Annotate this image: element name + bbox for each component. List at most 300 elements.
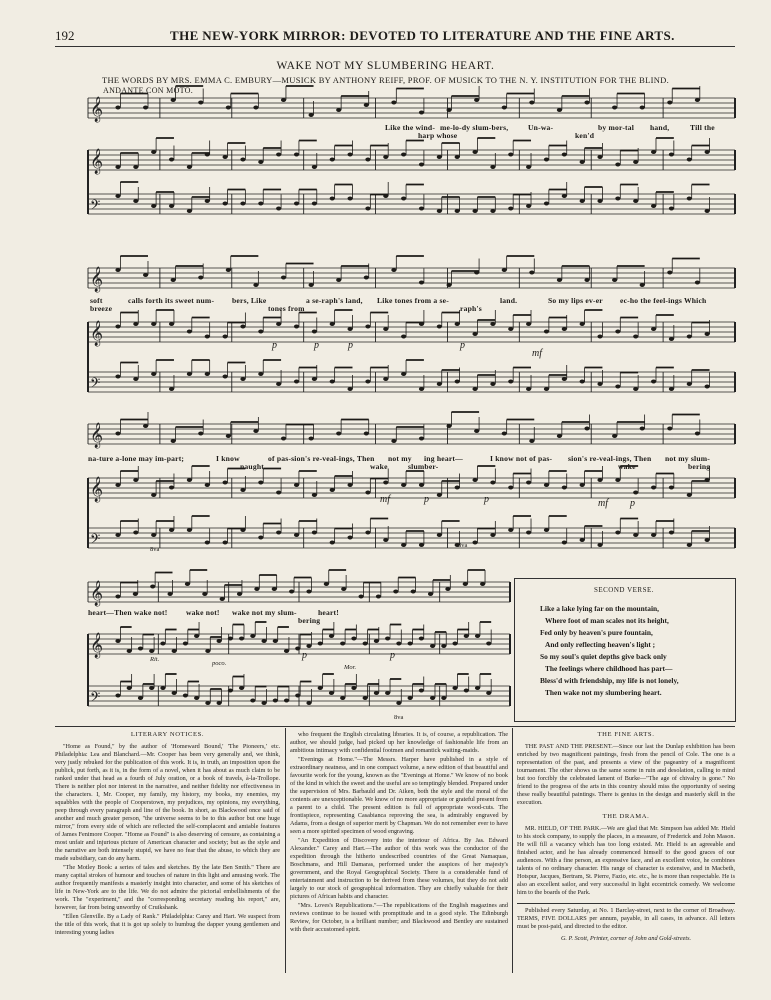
lyric: hand, [650, 123, 670, 132]
note-head [115, 106, 120, 110]
note-head [452, 642, 457, 646]
note-head [330, 158, 335, 162]
note-head [237, 592, 242, 596]
note-head [651, 150, 656, 154]
dynamic-mark: p [390, 650, 395, 661]
note-head [143, 273, 148, 277]
note-head [217, 701, 222, 705]
lyric: ken'd [575, 131, 595, 140]
note-head [306, 590, 311, 594]
note-head [133, 377, 138, 381]
ottava-mark: 8va [394, 714, 404, 721]
note-head [276, 322, 281, 326]
drama-heading: THE DRAMA. [602, 813, 650, 820]
printer-credit: G. P. Scott, Printer, corner of John and Gold-streets. [560, 935, 692, 942]
note-head [383, 481, 388, 485]
note-head [115, 268, 120, 272]
note-head [472, 150, 477, 154]
treble-clef: 𝄞 [90, 423, 104, 448]
article-paragraph: "An Expedition of Discovery into the interiour of Africa. By Jas. Edward Alexander." Carey and Hart.—The author of this work was the conductor of the expedition through the hitherto undescribed countries of the Great Namaquas, Boschmans, and Hill Damaras, performed under the auspices of her majesty's government, and the Royal Geographical Society. There is a considerable fund of entertainment and instruction to be derived from these volumes, but they do not add largely to our stock of geographical information. They are chiefly valuable for their pictures of African habits and character. [290, 837, 508, 900]
note-head [508, 380, 513, 384]
note-head [133, 592, 138, 596]
note-head [419, 163, 424, 167]
verse-line: The feelings where childhood has part— [545, 664, 673, 673]
note-head [171, 98, 176, 102]
note-head [490, 322, 495, 326]
treble-clef: 𝄞 [90, 633, 104, 658]
note-head [365, 531, 370, 535]
note-head [401, 483, 406, 487]
note-head [220, 597, 225, 601]
note-head [544, 483, 549, 487]
note-head [324, 582, 329, 586]
note-head [364, 432, 369, 436]
article-paragraph: "Evenings at Home."—The Messrs. Harper have published in a style of extraordinary neatness, and in one compact volume, a new edition of that beautiful and favourite work for the young, known as the "Evenings at Home." We know of no book of the kind in which the sweet and the useful are so temptingly blended. Prepared under the supervision of Mrs. Barbauld and Dr. Aiken, both the style and the moral of the contents are unexceptionable. We know of no more appropriate or grateful present from a parent to a child. The present edition is full of appropriate wood-cuts. The frontispiece, representing Casabianca reproving the sea, is admirably engraved by Adams, from a design of superior merit by Chapman. We do not remember ever to have seen a more spirited specimen of wood engraving. [290, 756, 508, 835]
page-number: 192 [55, 28, 75, 43]
note-head [562, 153, 567, 157]
tempo-mark: Mor. [344, 664, 357, 671]
note-head [226, 434, 231, 438]
note-head [198, 101, 203, 105]
note-head [705, 150, 710, 154]
note-head [306, 701, 311, 705]
lyric: slumber- [408, 462, 439, 471]
note-head [336, 432, 341, 436]
note-head [115, 375, 120, 379]
note-head [202, 592, 207, 596]
note-head [205, 541, 210, 545]
note-head [351, 637, 356, 641]
note-head [365, 158, 370, 162]
ottava-mark: 8va [150, 546, 160, 553]
lyric: heart! [318, 608, 340, 617]
note-head [347, 153, 352, 157]
note-head [526, 165, 531, 169]
note-head [687, 382, 692, 386]
note-head [705, 478, 710, 482]
note-head [258, 481, 263, 485]
dynamic-mark: mf [380, 494, 390, 505]
column-divider [285, 728, 286, 973]
note-head [580, 322, 585, 326]
note-head [127, 649, 132, 653]
note-head [419, 322, 424, 326]
note-head [490, 209, 495, 213]
note-head [490, 165, 495, 169]
article-paragraph: who frequent the English circulating libraries. It is, of course, a republication. The author, we should judge, had picked up her knowledge of fashionable life from an ambitious intimacy with confidential footmen and romantick waiting-maids. [290, 731, 508, 754]
verse-line: Bless'd with friendship, my life is not lonely, [540, 676, 679, 685]
note-head [258, 536, 263, 540]
note-head [194, 634, 199, 638]
note-head [430, 644, 435, 648]
note-head [151, 150, 156, 154]
treble-clef: 𝄞 [90, 581, 104, 606]
note-head [669, 486, 674, 490]
note-head [341, 587, 346, 591]
note-head [294, 533, 299, 537]
note-head [411, 590, 416, 594]
note-head [187, 372, 192, 376]
note-head [272, 587, 277, 591]
note-head [205, 701, 210, 705]
note-head [490, 533, 495, 537]
note-head [391, 439, 396, 443]
note-head [312, 493, 317, 497]
note-head [167, 592, 172, 596]
note-head [284, 649, 289, 653]
note-head [430, 696, 435, 700]
note-head [640, 106, 645, 110]
note-head [446, 424, 451, 428]
treble-clef: 𝄞 [90, 97, 104, 122]
note-head [419, 111, 424, 115]
note-head [160, 642, 165, 646]
note-head [330, 197, 335, 201]
note-head [133, 478, 138, 482]
lyric: na-ture a-lone may im-part; [88, 454, 185, 463]
literary-notices-heading: LITERARY NOTICES. [130, 731, 205, 738]
note-head [295, 647, 300, 651]
note-head [171, 278, 176, 282]
note-head [223, 155, 228, 159]
note-head [228, 637, 233, 641]
note-head [562, 377, 567, 381]
note-head [544, 387, 549, 391]
literary-notices-column [55, 731, 280, 976]
note-head [169, 204, 174, 208]
note-head [228, 689, 233, 693]
note-head [240, 202, 245, 206]
note-head [667, 427, 672, 431]
note-head [358, 595, 363, 599]
note-head [597, 155, 602, 159]
note-head [284, 699, 289, 703]
note-head [687, 197, 692, 201]
note-head [612, 106, 617, 110]
note-head [385, 691, 390, 695]
note-head [169, 486, 174, 490]
lyric: wake not! [186, 608, 220, 617]
note-head [160, 686, 165, 690]
note-head [615, 163, 620, 167]
note-head [455, 380, 460, 384]
lyric: I know not of pas- [490, 454, 553, 463]
note-head [205, 335, 210, 339]
note-head [472, 478, 477, 482]
note-head [295, 694, 300, 698]
note-head [281, 98, 286, 102]
note-head [474, 271, 479, 275]
note-head [143, 106, 148, 110]
note-head [363, 642, 368, 646]
note-head [198, 276, 203, 280]
note-head [115, 694, 120, 698]
note-head [544, 330, 549, 334]
dynamic-mark: p [484, 494, 489, 505]
note-head [185, 582, 190, 586]
note-head [223, 202, 228, 206]
note-head [486, 691, 491, 695]
note-head [169, 387, 174, 391]
note-head [480, 582, 485, 586]
note-head [437, 533, 442, 537]
dynamic-mark: p [348, 340, 353, 351]
note-head [250, 699, 255, 703]
article-paragraph: "Home as Found," by the author of 'Homeward Bound,' 'The Pioneers,' etc. Philadelphia: Lea and Blanchard.—Mr. Cooper has been very generally and, we think, very justly rebuked for the publication of this work. It is, in truth, an imposition upon the publick, put forth, as it is, in the form of a novel, when it has about as much claim to be ranked under that head as a fourth of July oration, or a book of travels, à-la-Trollope. There is neither plot nor interest in the narrative, and neither fidelity nor effectiveness in the characters. I, Mr. Cooper, my family, my history, my books, my enemies, my squabbles with the people of Cooperstown, my prejudices, my opinions, my everything, peep through every paragraph and line of the book. In short, as Blackwood once said of another and much greater person, "the universe seems to be to this author but one huge mirror," from every side of which are reflected the self-complacent and amiable features of James Fenimore Cooper. "Home as Found" is also deserving of censure, as containing a most unfair and injurious picture of American character and society; but as the style and the narrative are both intensely stupid, we have no fear that the abuse, to which they are made subsidiary, can do any harm. [55, 743, 280, 862]
note-head [240, 528, 245, 532]
note-head [401, 372, 406, 376]
note-head [385, 637, 390, 641]
note-head [276, 491, 281, 495]
note-head [441, 644, 446, 648]
note-head [240, 377, 245, 381]
note-head [276, 153, 281, 157]
lyric: soft [90, 296, 103, 305]
note-head [318, 686, 323, 690]
note-head [486, 642, 491, 646]
note-head [309, 437, 314, 441]
note-head [258, 330, 263, 334]
note-head [294, 325, 299, 329]
note-head [544, 528, 549, 532]
note-head [584, 101, 589, 105]
note-head [508, 486, 513, 490]
note-head [401, 197, 406, 201]
lyric: bers, Like [232, 296, 267, 305]
note-head [294, 380, 299, 384]
note-head [273, 699, 278, 703]
note-head [557, 108, 562, 112]
lyric: wake [370, 462, 388, 471]
note-head [557, 434, 562, 438]
lyric: raph's [460, 304, 482, 313]
treble-clef: 𝄞 [90, 149, 104, 174]
note-head [597, 335, 602, 339]
note-head [115, 432, 120, 436]
lyric: of pas-sion's re-veal-ings, Then [268, 454, 375, 463]
note-head [472, 541, 477, 545]
note-head [705, 385, 710, 389]
note-head [445, 587, 450, 591]
lyric: tones from [268, 304, 305, 313]
note-head [294, 483, 299, 487]
note-head [472, 209, 477, 213]
note-head [529, 101, 534, 105]
middle-column [290, 731, 508, 976]
note-head [169, 322, 174, 326]
note-head [669, 387, 674, 391]
lyric: bering [688, 462, 711, 471]
note-head [544, 158, 549, 162]
note-head [383, 377, 388, 381]
note-head [669, 337, 674, 341]
note-head [455, 155, 460, 159]
note-head [138, 696, 143, 700]
lyric: ing heart— [424, 454, 463, 463]
note-head [441, 696, 446, 700]
note-head [143, 424, 148, 428]
dynamic-mark: p [460, 340, 465, 351]
note-head [258, 202, 263, 206]
lyric: Like tones from a se- [377, 296, 449, 305]
note-head [151, 533, 156, 537]
note-head [171, 439, 176, 443]
note-head [258, 372, 263, 376]
note-head [183, 694, 188, 698]
lyric: sion's re-veal-ings, Then [568, 454, 652, 463]
note-head [149, 686, 154, 690]
note-head [667, 271, 672, 275]
note-head [705, 538, 710, 542]
note-head [312, 377, 317, 381]
note-head [580, 199, 585, 203]
note-head [557, 278, 562, 282]
tempo-marking: ANDANTE CON MOTO. [103, 86, 194, 95]
note-head [633, 533, 638, 537]
note-head [150, 585, 155, 589]
note-head [383, 538, 388, 542]
lyric: wake not my slum- [232, 608, 297, 617]
dynamic-mark: p [302, 650, 307, 661]
note-head [640, 427, 645, 431]
note-head [151, 322, 156, 326]
note-head [526, 387, 531, 391]
note-head [281, 276, 286, 280]
verse-line: Then wake not my slumbering heart. [545, 688, 662, 697]
note-head [365, 207, 370, 211]
note-head [562, 541, 567, 545]
note-head [187, 330, 192, 334]
note-head [419, 281, 424, 285]
note-head [276, 382, 281, 386]
note-head [615, 385, 620, 389]
note-head [240, 158, 245, 162]
note-head [340, 696, 345, 700]
note-head [687, 158, 692, 162]
note-head [383, 194, 388, 198]
note-head [364, 276, 369, 280]
note-head [281, 437, 286, 441]
dynamic-mark: mf [532, 348, 542, 359]
note-head [115, 533, 120, 537]
note-head [306, 644, 311, 648]
note-head [115, 483, 120, 487]
note-head [223, 481, 228, 485]
note-head [347, 483, 352, 487]
dynamic-mark: p [314, 340, 319, 351]
note-head [419, 483, 424, 487]
note-head [253, 429, 258, 433]
note-head [695, 281, 700, 285]
note-head [612, 278, 617, 282]
note-head [217, 639, 222, 643]
note-head [463, 582, 468, 586]
note-head [223, 335, 228, 339]
lyric: ec-ho the feel-ings Which [620, 296, 707, 305]
note-head [151, 372, 156, 376]
lyric: a se-raph's land, [306, 296, 363, 305]
note-head [312, 165, 317, 169]
note-head [205, 372, 210, 376]
note-head [455, 209, 460, 213]
note-head [687, 543, 692, 547]
note-head [651, 327, 656, 331]
note-head [223, 375, 228, 379]
lyric: not my [388, 454, 412, 463]
note-head [276, 207, 281, 211]
note-head [172, 691, 177, 695]
second-verse-box [514, 578, 736, 722]
article-paragraph: "The Motley Book: a series of tales and sketches. By the late Ben Smith." There are many capital strokes of humour and touches of nature in this light and amusing work. The author frequently manifests a masterly insight into character, and some of his sketches of life in New-York are to the life. We do not admire the pictorial embellishments of the work. The "experiment," and the "corresponding secretary reading his report," are, however, far from being unworthy of Cruikshank. [55, 864, 280, 911]
note-head [687, 493, 692, 497]
note-head [253, 283, 258, 287]
note-head [687, 335, 692, 339]
note-head [419, 437, 424, 441]
note-head [633, 387, 638, 391]
note-head [419, 689, 424, 693]
publisher-notice: Published every Saturday, at No. 1 Barclay-street, next to the corner of Broadway. TERMS, FIVE DOLLARS per annum, payable, in all cases, in advance. All letters must be post-paid, and directed to the editor. [517, 903, 735, 931]
note-head [401, 543, 406, 547]
note-head [127, 686, 132, 690]
note-head [651, 380, 656, 384]
treble-clef: 𝄞 [90, 321, 104, 346]
note-head [169, 528, 174, 532]
note-head [474, 429, 479, 433]
note-head [401, 153, 406, 157]
note-head [437, 325, 442, 329]
second-verse-title: SECOND VERSE. [593, 586, 655, 594]
article-paragraph: MR. HIELD, OF THE PARK.—We are glad that Mr. Simpson has added Mr. Hield to his stock company, to supply the places, in a measure, of Frederick and John Mason. He will fill a vacancy which has too long existed. Mr. Hield is an agreeable and finished actor, and he has already commenced himself to the good graces of our audiences. With a fine person, an expressive face, and an excellent voice, he combines talents of no ordinary character. His range of character is extensive, and in Macbeth, Hotspur, Jacques, Bertram, St. Pierre, Fazio, etc. etc., he is more than respectable. He is also an excellent sailor, and very successful in light eccentrick comedy. We welcome him to the boards of the Park. [517, 825, 735, 896]
note-head [133, 199, 138, 203]
song-title: WAKE NOT MY SLUMBERING HEART. [276, 60, 495, 72]
note-head [408, 642, 413, 646]
bass-clef: 𝄢 [90, 689, 101, 708]
note-head [490, 382, 495, 386]
note-head [396, 642, 401, 646]
lyric: wake [618, 462, 636, 471]
note-head [580, 160, 585, 164]
note-head [198, 432, 203, 436]
note-head [205, 649, 210, 653]
note-head [437, 155, 442, 159]
treble-clef: 𝄞 [90, 477, 104, 502]
note-head [149, 649, 154, 653]
note-head [529, 271, 534, 275]
note-head [669, 153, 674, 157]
treble-clef: 𝄞 [90, 267, 104, 292]
note-head [580, 538, 585, 542]
note-head [396, 701, 401, 705]
note-head [240, 488, 245, 492]
note-head [172, 649, 177, 653]
note-head [580, 483, 585, 487]
note-head [562, 194, 567, 198]
note-head [651, 533, 656, 537]
note-head [464, 689, 469, 693]
lyric: harp whose [418, 131, 458, 140]
note-head [615, 478, 620, 482]
note-head [640, 283, 645, 287]
note-head [240, 325, 245, 329]
note-head [187, 209, 192, 213]
bass-clef: 𝄢 [90, 375, 101, 394]
lyric: by mor-tal [598, 123, 635, 132]
note-head [258, 160, 263, 164]
note-head [562, 327, 567, 331]
note-head [374, 691, 379, 695]
note-head [187, 478, 192, 482]
bass-clef: 𝄢 [90, 531, 101, 550]
